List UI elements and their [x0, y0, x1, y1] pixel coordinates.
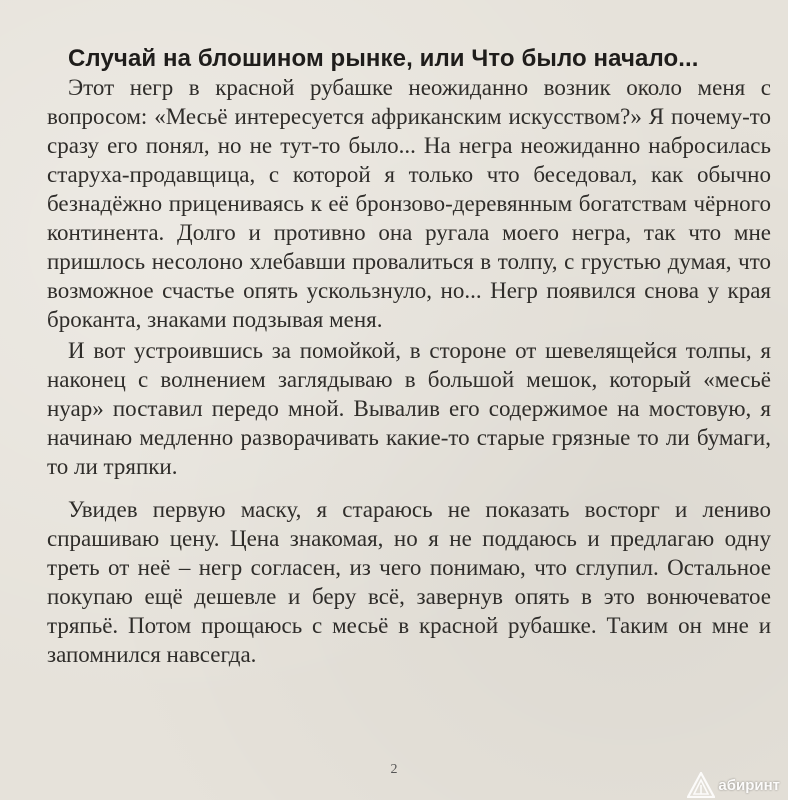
paragraph-3: Увидев первую маску, я стараюсь не показать восторг и лениво спрашиваю цену. Цена знакомая, но я не поддаюсь и предлагаю одну треть от неё – негр согласен, из чего понимаю, что сглупил. Остальное покупаю ещё дешевле и беру всё, завернув опять в это вонючеватое тряпьё. Потом прощаюсь с месьё в красной рубашке. Таким он мне и запомнился навсегда.	[47, 497, 771, 667]
page-title: Случай на блошином рынке, или Что было начало...	[68, 45, 699, 72]
page-content	[47, 44, 771, 669]
labirint-logo-icon	[687, 772, 715, 798]
paragraph-1: Этот негр в красной рубашке неожиданно возник около меня с вопросом: «Месьё интересуется африканским искусством?» Я почему-то сразу его понял, но не тут-то было... На негра неожиданно набросилась старуха-продавщица, с которой я только что беседовал, как обычно безнадёжно прицениваясь к её бронзово-деревянным богатствам чёрного континента. Долго и противно она ругала моего негра, так что мне пришлось несолоно хлебавши провалиться в толпу, с грустью думая, что возможное счастье опять ускользнуло, но... Негр появился снова у края броканта, знаками подзывая меня.	[47, 75, 771, 332]
labirint-watermark	[687, 772, 780, 798]
paragraph-2: И вот устроившись за помойкой, в стороне от шевелящейся толпы, я наконец с волнением заглядываю в большой мешок, который «месьё нуар» поставил передо мной. Вывалив его содержимое на мостовую, я начинаю медленно разворачивать какие-то старые грязные то ли бумаги, то ли тряпки.	[47, 338, 771, 479]
watermark-text: абиринт	[718, 776, 780, 794]
page-number: 2	[390, 762, 398, 777]
